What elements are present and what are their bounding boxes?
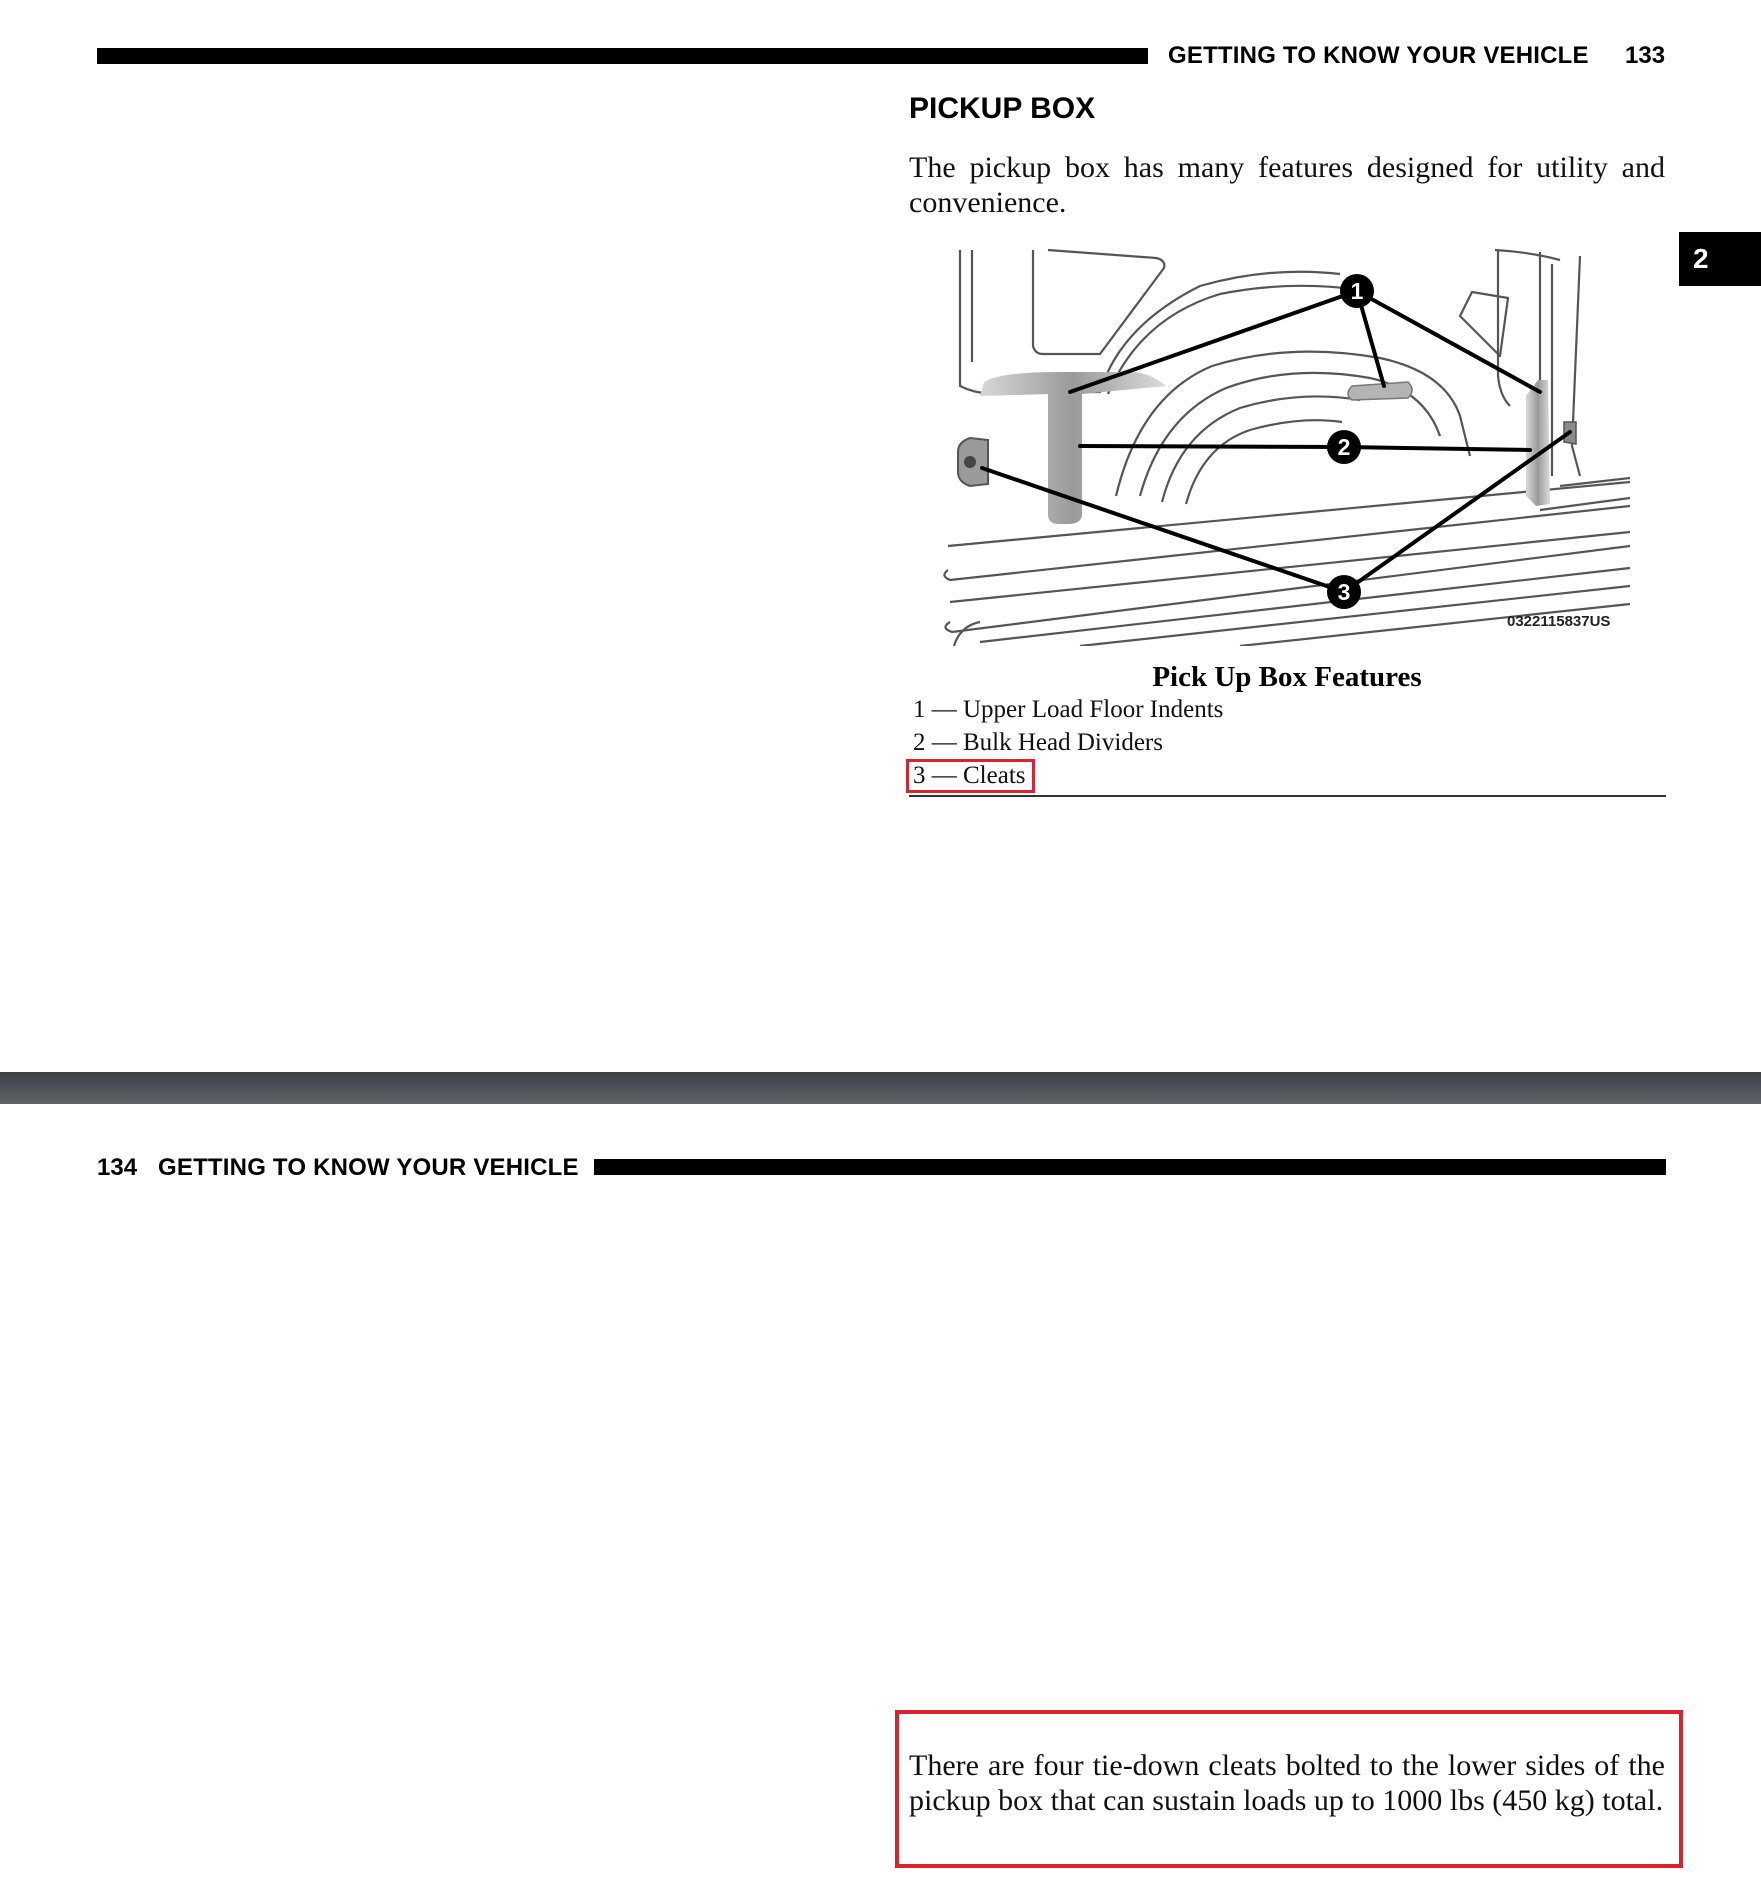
- intro-paragraph: The pickup box has many features designed for utility and convenience.: [909, 151, 1665, 219]
- legend-bottom-rule: [909, 795, 1666, 797]
- figure-code: 0322115837US: [1507, 613, 1611, 630]
- figure-caption-title: Pick Up Box Features: [1152, 661, 1422, 693]
- callout-2: [1327, 430, 1361, 464]
- svg-text:1: 1: [1350, 278, 1364, 304]
- running-header-title: GETTING TO KNOW YOUR VEHICLE: [1168, 42, 1589, 69]
- cleats-paragraph: There are four tie-down cleats bolted to the lower sides of the pickup box that can sustain loads up to 1000 lbs (450 kg) total.: [909, 1749, 1665, 1817]
- section-title: PICKUP BOX: [909, 92, 1096, 125]
- page-number: 134: [97, 1154, 138, 1181]
- legend-item-1: 1 — Upper Load Floor Indents: [913, 696, 1224, 723]
- header-rule: [97, 48, 1148, 64]
- legend-item-2: 2 — Bulk Head Dividers: [913, 729, 1163, 756]
- callout-1: [1340, 274, 1374, 308]
- legend-item-3-highlighted: 3 — Cleats: [909, 762, 1032, 790]
- chapter-tab[interactable]: [1679, 232, 1761, 286]
- svg-text:3: 3: [1337, 579, 1351, 605]
- running-header-title: GETTING TO KNOW YOUR VEHICLE: [158, 1154, 579, 1181]
- page-divider: [0, 1072, 1761, 1104]
- page-number: 133: [1625, 42, 1666, 69]
- callout-3: [1327, 575, 1361, 609]
- chapter-tab-number: 2: [1693, 243, 1709, 274]
- pickup-box-illustration: [940, 246, 1630, 646]
- header-rule: [594, 1159, 1666, 1175]
- svg-text:2: 2: [1337, 434, 1351, 460]
